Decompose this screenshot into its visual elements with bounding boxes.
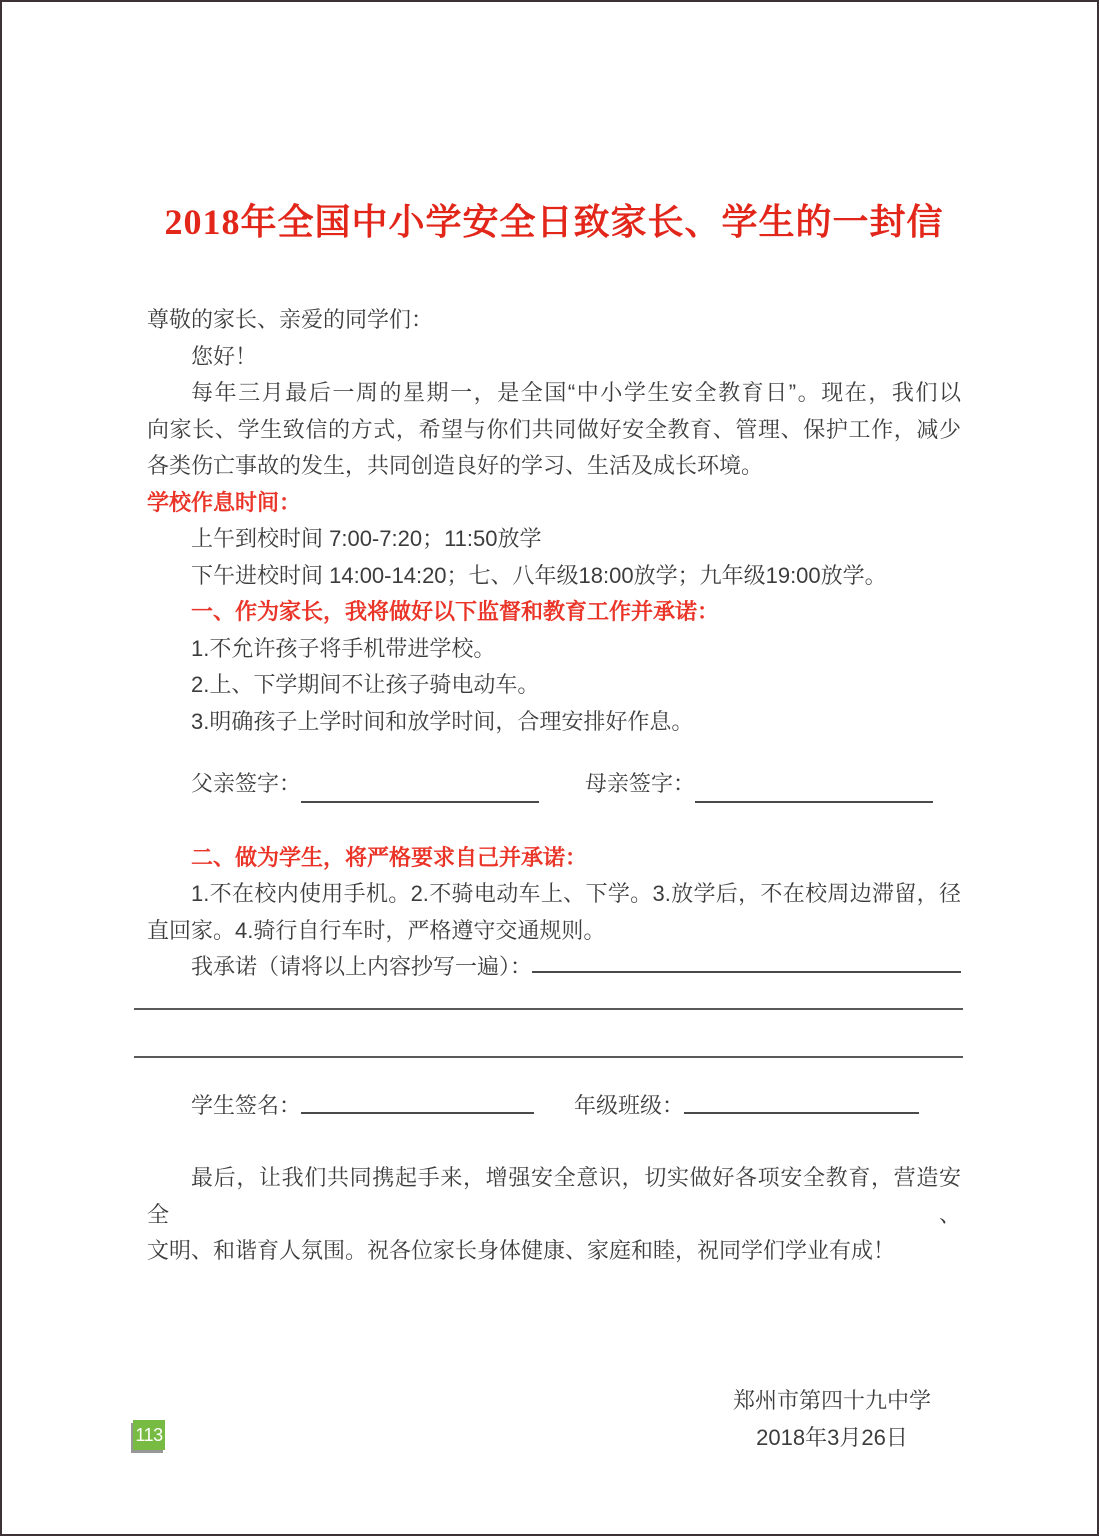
promise-row — [147, 949, 961, 986]
page-number-badge: 113 — [133, 1420, 165, 1450]
signature-block — [727, 1382, 937, 1456]
parent-item-2: 2.上、下学期间不让孩子骑电动车。 — [191, 672, 540, 697]
father-signature-label: 父亲签字： — [191, 771, 302, 796]
student-section-heading: 二、做为学生，将严格要求自己并承诺： — [191, 844, 588, 870]
student-signature-line — [301, 1112, 534, 1114]
parent-signature-row — [147, 766, 961, 803]
schedule-line-1: 上午到校时间 7:00-7:20；11:50放学 — [191, 526, 542, 551]
schedule-line-2: 下午进校时间 14:00-14:20；七、八年级18:00放学；九年级19:00放学。 — [191, 562, 887, 588]
student-signature-row — [147, 1088, 961, 1125]
grade-class-line — [684, 1112, 919, 1114]
closing-line-2: 文明、和谐育人氛围。祝各位家长身体健康、家庭和睦，祝同学们学业有成！ — [147, 1238, 896, 1263]
student-rules-line-2: 直回家。4.骑行自行车时，严格遵守交通规则。 — [147, 917, 606, 943]
mother-signature-line — [695, 801, 933, 803]
mother-signature-label: 母亲签字： — [585, 771, 696, 796]
intro-line-2: 向家长、学生致信的方式，希望与你们共同做好安全教育、管理、保护工作，减少 — [147, 416, 961, 442]
letter-date: 2018年3月26日 — [756, 1424, 908, 1450]
schedule-heading: 学校作息时间： — [147, 489, 302, 515]
letter-title: 2018年全国中小学安全日致家长、学生的一封信 — [164, 202, 944, 242]
greeting-line: 您好！ — [191, 343, 258, 369]
intro-line-1: 每年三月最后一周的星期一，是全国“中小学生安全教育日”。现在，我们以 — [191, 380, 961, 405]
student-signature-label: 学生签名： — [191, 1092, 302, 1118]
parent-section-heading: 一、作为家长，我将做好以下监督和教育工作并承诺： — [191, 599, 720, 624]
intro-line-3: 各类伤亡事故的发生，共同创造良好的学习、生活及成长环境。 — [147, 453, 764, 478]
closing-line-1: 最后，让我们共同携起手来，增强安全意识，切实做好各项安全教育，营造安全、 — [147, 1165, 961, 1227]
copy-line-1 — [134, 1008, 963, 1010]
promise-label: 我承诺（请将以上内容抄写一遍）： — [191, 954, 533, 979]
salutation-line: 尊敬的家长、亲爱的同学们： — [147, 307, 434, 332]
copy-line-2 — [134, 1056, 963, 1058]
parent-item-1: 1.不允许孩子将手机带进学校。 — [191, 635, 496, 661]
school-name: 郑州市第四十九中学 — [732, 1387, 931, 1413]
parent-item-3: 3.明确孩子上学时间和放学时间，合理安排好作息。 — [191, 708, 694, 734]
letter-content — [147, 192, 961, 1456]
grade-class-label: 年级班级： — [574, 1092, 685, 1118]
student-rules-line-1: 1.不在校内使用手机。2.不骑电动车上、下学。3.放学后，不在校周边滞留，径 — [191, 881, 961, 906]
father-signature-line — [301, 801, 539, 803]
promise-write-line — [532, 971, 961, 973]
